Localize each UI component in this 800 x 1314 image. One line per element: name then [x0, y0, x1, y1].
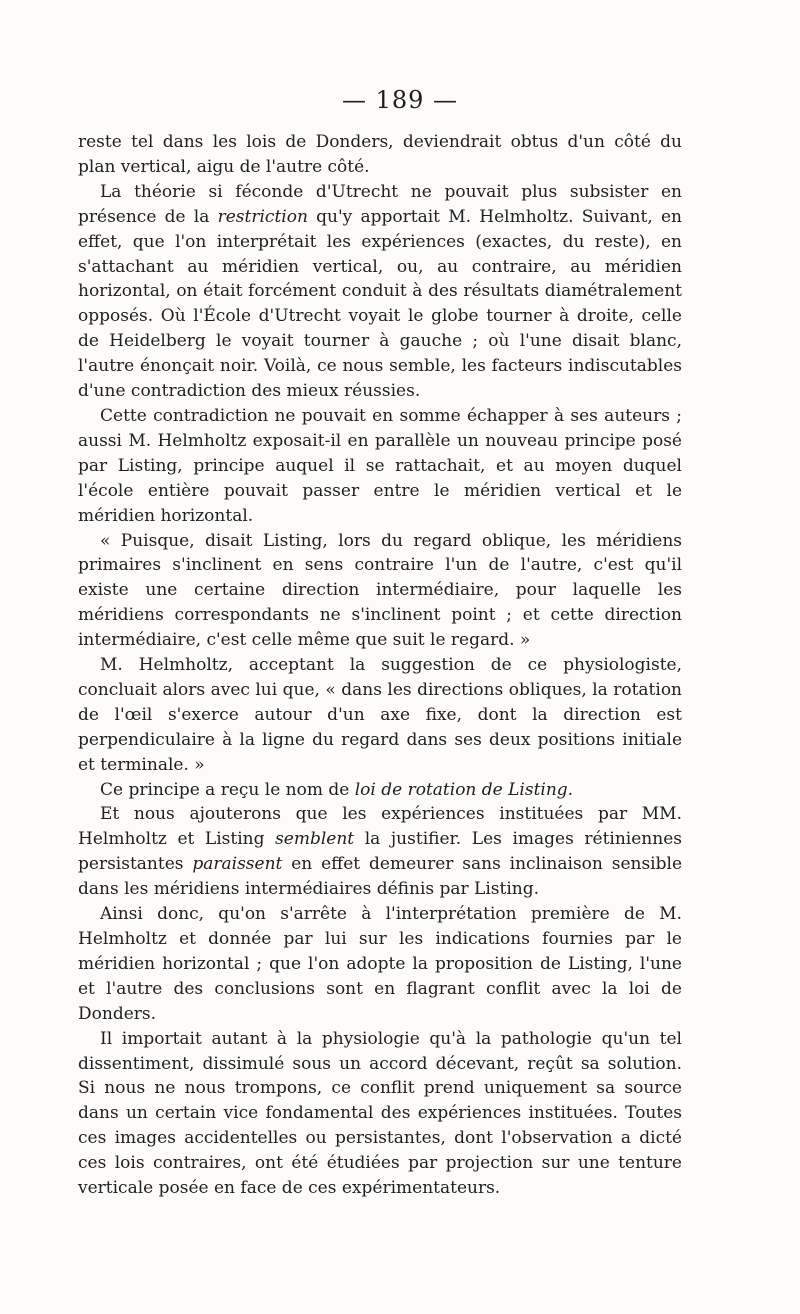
paragraph-text: Il importait autant à la physiologie qu'à la pathologie qu'un tel dissentiment, dissimulé sous un accord décevant, reçût sa solution. Si nous ne nous trompons, ce conflit prend uniquement sa source dans un certain vice fondamental des expériences instituées. Toutes ces images accidentelles ou persistantes, dont l'observation a dicté ces lois contraires, ont été étudiées par projection sur une tenture verticale posée en face de ces expérimentateurs.	[78, 1028, 682, 1199]
paragraph	[78, 653, 682, 778]
paragraph	[78, 1027, 682, 1201]
paragraph-text: Ainsi donc, qu'on s'arrête à l'interprétation première de M. Helmholtz et donnée par lui sur les indications fournies par le méridien horizontal ; que l'on adopte la proposition de Listing, l'une et l'autre des conclusions sont en flagrant conflit avec la loi de Donders.	[78, 904, 682, 1024]
paragraph-text: en effet demeurer sans inclinaison sensible dans les méridiens intermédiaires définis par Listing.	[78, 854, 682, 900]
paragraph-text: La théorie si féconde d'Utrecht ne pouvait plus subsister en présence de la	[78, 181, 682, 227]
paragraph	[78, 802, 682, 902]
paragraph-text: Cette contradiction ne pouvait en somme échapper à ses auteurs ; aussi M. Helmholtz exposait-il en parallèle un nouveau principe posé par Listing, principe auquel il se rattachait, et au moyen duquel l'école entière pouvait passer entre le méridien vertical et le méridien horizontal.	[78, 405, 682, 526]
paragraph	[78, 902, 682, 1027]
paragraph-text: la justifier. Les images rétiniennes persistantes	[78, 829, 682, 875]
italic-text: paraissent	[192, 854, 283, 875]
italic-text: restriction	[217, 206, 308, 227]
paragraph-text: M. Helmholtz, acceptant la suggestion de ce physiologiste, concluait alors avec lui que, « dans les directions obliques, la rotation de l'œil s'exerce autour d'un axe fixe, dont la direction est perpendiculaire à la ligne du regard dans ses deux positions initiale et terminale. »	[78, 655, 682, 775]
italic-text: semblent	[275, 829, 355, 850]
paragraph-text: qu'y apportait M. Helmholtz. Suivant, en effet, que l'on interprétait les expériences (exactes, du reste), en s'attachant au méridien vertical, ou, au contraire, au méridien horizontal, on était forcément conduit à des résultats diamétralement opposés. Où l'École d'Utrecht voyait le globe tourner à droite, celle de Heidelberg le voyait tourner à gauche ; où l'une disait blanc, l'autre énonçait noir. Voilà, ce nous semble, les facteurs indiscutables d'une contradiction des mieux réussies.	[78, 206, 682, 402]
paragraph-text: reste tel dans les lois de Donders, deviendrait obtus d'un côté du plan vertical, aigu de l'autre côté.	[78, 132, 682, 177]
paragraph-text: Et nous ajouterons que les expériences instituées par MM. Helmholtz et Listing	[78, 804, 682, 850]
paragraph	[78, 130, 682, 180]
paragraph	[78, 778, 682, 803]
body-text	[78, 130, 682, 1201]
page-number: — 189 —	[341, 86, 459, 114]
paragraph	[78, 529, 682, 654]
paragraph-text: Ce principe a reçu le nom de	[100, 779, 355, 800]
paragraph	[78, 180, 682, 404]
italic-text: loi de rotation de Listing.	[354, 779, 574, 800]
paragraph-text: « Puisque, disait Listing, lors du regard oblique, les méridiens primaires s'inclinent en sens contraire l'un de l'autre, c'est qu'il existe une certaine direction intermédiaire, pour laquelle les méridiens correspondants ne s'inclinent point ; et cette direction intermédiaire, c'est celle même que suit le regard. »	[78, 530, 682, 651]
paragraph	[78, 404, 682, 529]
